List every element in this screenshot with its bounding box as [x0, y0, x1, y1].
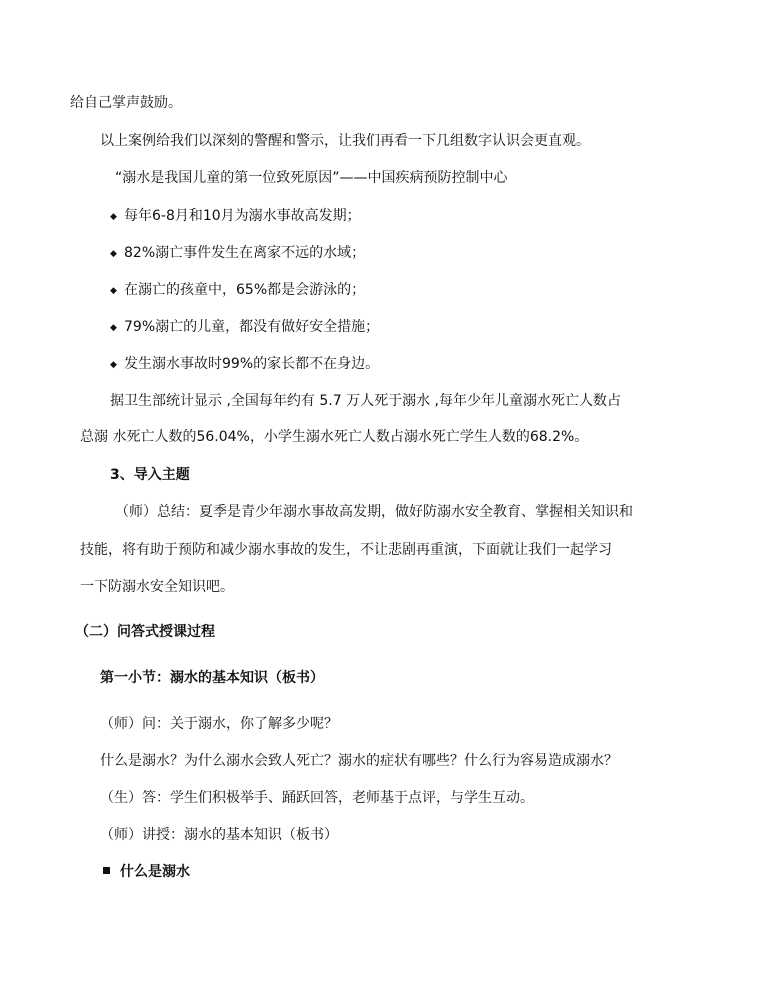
diamond-bullet-icon: ◆: [110, 249, 117, 259]
summary-line-3: 一下防溺水安全知识吧。: [80, 579, 234, 595]
stats-line-2: 总溺 水死亡人数的56.04%，小学生溺水死亡人数占溺水死亡学生人数的68.2%。: [80, 429, 589, 445]
subsection-heading: 第一小节：溺水的基本知识（板书）: [100, 670, 324, 686]
question-list: 什么是溺水？为什么溺水会致人死亡？溺水的症状有哪些？什么行为容易造成溺水？: [100, 753, 618, 769]
summary-line-2: 技能，将有助于预防和减少溺水事故的发生，不让悲剧再重演，下面就让我们一起学习: [80, 542, 612, 558]
square-bullet-icon: [103, 867, 110, 874]
teacher-lecture: （师）讲授：溺水的基本知识（板书）: [100, 827, 338, 843]
topic-heading: [103, 862, 190, 882]
paragraph-cases: 以上案例给我们以深刻的警醒和警示，让我们再看一下几组数字认识会更直观。: [100, 133, 590, 149]
topic-heading-text: 什么是溺水: [120, 864, 190, 880]
list-item: [110, 317, 379, 338]
diamond-bullet-icon: ◆: [110, 323, 117, 333]
paragraph-end: 给自己掌声鼓励。: [70, 95, 182, 111]
heading-import-topic: 3、导入主题: [110, 467, 190, 483]
list-item: [110, 206, 361, 227]
student-answer: （生）答：学生们积极举手、踊跃回答，老师基于点评，与学生互动。: [100, 790, 534, 806]
list-item: [110, 243, 365, 264]
list-item-text: 每年6-8月和10月为溺水事故高发期；: [124, 208, 361, 224]
stats-line-1: 据卫生部统计显示 ,全国每年约有 5.7 万人死于溺水 ,每年少年儿童溺水死亡人数占: [110, 393, 621, 409]
list-item-text: 在溺亡的孩童中，65%都是会游泳的；: [124, 282, 366, 298]
summary-line-1: （师）总结：夏季是青少年溺水事故高发期，做好防溺水安全教育、掌握相关知识和: [115, 504, 633, 520]
list-item-text: 82%溺亡事件发生在离家不远的水域；: [124, 245, 366, 261]
diamond-bullet-icon: ◆: [110, 360, 117, 370]
list-item-text: 79%溺亡的儿童，都没有做好安全措施；: [124, 319, 380, 335]
list-item: [110, 354, 379, 375]
teacher-question: （师）问：关于溺水，你了解多少呢？: [100, 716, 338, 732]
quote-line: “溺水是我国儿童的第一位致死原因”——中国疾病预防控制中心: [115, 170, 508, 186]
list-item: [110, 280, 365, 301]
section-heading: （二）问答式授课过程: [75, 624, 215, 640]
diamond-bullet-icon: ◆: [110, 286, 117, 296]
diamond-bullet-icon: ◆: [110, 212, 117, 222]
list-item-text: 发生溺水事故时99%的家长都不在身边。: [124, 356, 380, 372]
